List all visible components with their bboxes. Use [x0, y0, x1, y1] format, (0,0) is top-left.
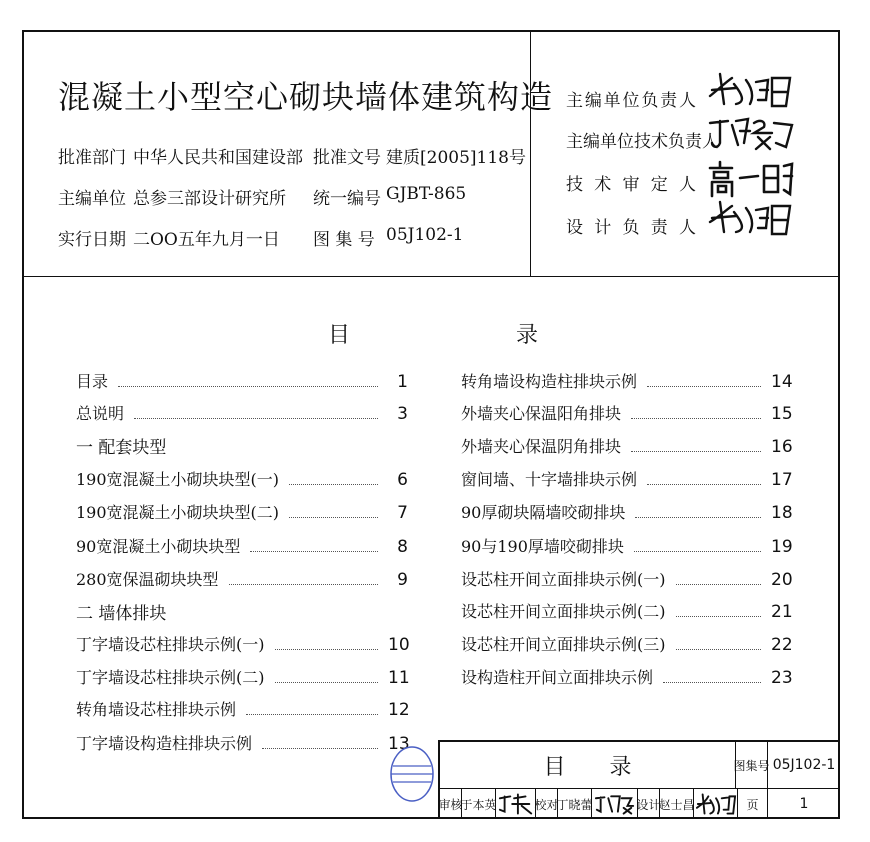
signature-tech-lead — [706, 113, 796, 153]
toc-entry-label: 外墙夹心保温阴角排块 — [461, 437, 622, 456]
toc-leader-dots — [676, 649, 762, 650]
toc-entry-label: 90与190厚墙咬砌排块 — [461, 537, 624, 556]
toc-entry-label: 设芯柱开间立面排块示例(三) — [461, 635, 666, 654]
title-block-design-label: 设计 — [638, 789, 660, 819]
toc-entry[interactable] — [461, 665, 791, 688]
responsible-label-chief-editor: 主 编 单 位 负 责 人 — [566, 91, 696, 111]
toc-entry[interactable] — [461, 401, 791, 424]
toc-entry-label: 设构造柱开间立面排块示例 — [461, 668, 654, 687]
toc-entry-page: 9 — [397, 570, 408, 590]
toc-entry-page: 16 — [771, 437, 793, 457]
toc-entry-page: 18 — [771, 503, 793, 523]
toc-entry[interactable] — [76, 467, 408, 490]
title-block-page-no: 1 — [799, 796, 809, 812]
toc-entry-label: 转角墙设芯柱排块示例 — [76, 700, 237, 719]
signature-chief-editor — [706, 70, 796, 110]
toc-entry-label: 190宽混凝土小砌块块型(二) — [76, 503, 280, 522]
toc-entry[interactable] — [461, 369, 791, 392]
toc-leader-dots — [631, 418, 761, 419]
meta-label: 实行日期 — [58, 230, 126, 250]
toc-entry-label: 280宽保温砌块块型 — [76, 570, 219, 589]
title-block-atlas-no: 05J102-1 — [772, 757, 836, 773]
toc-section-heading: 一 配套块型 — [76, 438, 167, 458]
toc-entry[interactable] — [461, 632, 791, 655]
toc-entry-label: 窗间墙、十字墙排块示例 — [461, 470, 638, 489]
document-title: 混凝土小型空心砌块墙体建筑构造 — [58, 78, 554, 116]
title-block-page-label: 页 — [738, 789, 768, 819]
toc-leader-dots — [134, 418, 378, 419]
toc-entry-page: 7 — [397, 503, 408, 523]
registration-stamp — [389, 744, 435, 804]
toc-entry-page: 6 — [397, 470, 408, 490]
toc-leader-dots — [262, 748, 378, 749]
meta-value: 总参三部设计研究所 — [133, 189, 286, 209]
toc-entry-label: 丁字墙设芯柱排块示例(二) — [76, 668, 265, 687]
toc-entry[interactable] — [461, 467, 791, 490]
toc-entry-page: 21 — [771, 602, 793, 622]
toc-leader-dots — [634, 551, 761, 552]
header-vertical-divider — [530, 30, 531, 276]
toc-leader-dots — [246, 714, 378, 715]
header-divider — [22, 276, 840, 277]
toc-leader-dots — [275, 682, 379, 683]
toc-entry-label: 外墙夹心保温阳角排块 — [461, 404, 622, 423]
toc-entry-label: 90宽混凝土小砌块块型 — [76, 537, 241, 556]
meta-value: 05J102-1 — [386, 225, 464, 245]
title-block-check-signature — [592, 789, 638, 819]
toc-leader-dots — [663, 682, 761, 683]
toc-leader-dots — [118, 386, 378, 387]
toc-leader-dots — [250, 551, 378, 552]
toc-leader-dots — [635, 517, 761, 518]
toc-entry-page: 19 — [771, 537, 793, 557]
toc-entry[interactable] — [76, 534, 408, 557]
toc-entry-label: 转角墙设构造柱排块示例 — [461, 372, 638, 391]
toc-leader-dots — [676, 616, 762, 617]
toc-entry[interactable] — [76, 731, 408, 754]
meta-label: 图 集 号 — [313, 230, 375, 250]
title-block-design-name: 赵士昌 — [660, 789, 694, 819]
responsible-label-tech-lead: 主编单位技术负责人 — [566, 132, 719, 152]
toc-title-right: 录 — [516, 323, 539, 348]
toc-entry-label: 90厚砌块隔墙咬砌排块 — [461, 503, 626, 522]
signature-design-lead — [706, 198, 796, 238]
toc-entry[interactable] — [461, 434, 791, 457]
toc-entry-label: 设芯柱开间立面排块示例(一) — [461, 570, 666, 589]
toc-entry-page: 3 — [397, 404, 408, 424]
meta-value: 二OO五年九月一日 — [133, 230, 280, 250]
toc-entry[interactable] — [76, 665, 408, 688]
signature-reviewer — [706, 158, 796, 198]
meta-value: 建质[2005]118号 — [386, 148, 526, 168]
toc-entry-page: 12 — [388, 700, 410, 720]
toc-entry[interactable] — [461, 534, 791, 557]
meta-label: 主编单位 — [58, 189, 126, 209]
toc-leader-dots — [647, 484, 761, 485]
meta-value: 中华人民共和国建设部 — [133, 148, 303, 168]
toc-entry-page: 17 — [771, 470, 793, 490]
toc-entry-page: 15 — [771, 404, 793, 424]
meta-label: 批准文号 — [313, 148, 381, 168]
toc-entry[interactable] — [461, 599, 791, 622]
title-block-check-label: 校对 — [536, 789, 558, 819]
toc-entry[interactable] — [76, 632, 408, 655]
toc-entry-page: 13 — [388, 734, 410, 754]
toc-leader-dots — [647, 386, 761, 387]
meta-label: 统一编号 — [313, 189, 381, 209]
toc-entry-label: 丁字墙设构造柱排块示例 — [76, 734, 253, 753]
toc-entry-label: 190宽混凝土小砌块块型(一) — [76, 470, 280, 489]
toc-entry-label: 目录 — [76, 372, 109, 391]
title-block-review-label: 审核 — [440, 789, 462, 819]
toc-entry-page: 1 — [397, 372, 408, 392]
toc-leader-dots — [275, 649, 379, 650]
meta-value: GJBT-865 — [386, 184, 467, 204]
toc-title-left: 目 — [328, 323, 351, 348]
toc-leader-dots — [631, 451, 761, 452]
toc-entry-label: 总说明 — [76, 404, 125, 423]
title-block-row-bottom — [440, 789, 840, 819]
toc-entry-page: 20 — [771, 570, 793, 590]
title-block-title: 目录 — [440, 742, 736, 788]
toc-entry-page: 11 — [388, 668, 410, 688]
responsible-label-design-lead: 设 计 负 责 人 — [566, 218, 696, 238]
toc-entry-label: 丁字墙设芯柱排块示例(一) — [76, 635, 265, 654]
toc-entry-page: 22 — [771, 635, 793, 655]
meta-label: 批准部门 — [58, 148, 126, 168]
toc-leader-dots — [229, 584, 378, 585]
title-block-atlas-label: 图集号 — [736, 742, 768, 788]
toc-entry-page: 14 — [771, 372, 793, 392]
toc-entry[interactable] — [461, 500, 791, 523]
toc-entry[interactable] — [76, 369, 408, 392]
toc-leader-dots — [676, 584, 762, 585]
toc-entry-page: 10 — [388, 635, 410, 655]
title-block — [438, 740, 840, 819]
responsible-label-reviewer: 技 术 审 定 人 — [566, 175, 696, 195]
title-block-review-name: 于本英 — [462, 789, 496, 819]
toc-entry[interactable] — [76, 697, 408, 720]
toc-leader-dots — [289, 517, 378, 518]
toc-entry-label: 设芯柱开间立面排块示例(二) — [461, 602, 666, 621]
toc-entry[interactable] — [461, 567, 791, 590]
toc-entry[interactable] — [76, 401, 408, 424]
toc-section-heading: 二 墙体排块 — [76, 604, 167, 624]
toc-entry-page: 23 — [771, 668, 793, 688]
title-block-review-signature — [496, 789, 536, 819]
title-block-row-top — [440, 742, 840, 789]
toc-entry[interactable] — [76, 500, 408, 523]
toc-leader-dots — [289, 484, 378, 485]
title-block-design-signature — [694, 789, 738, 819]
toc-entry-page: 8 — [397, 537, 408, 557]
title-block-check-name: 丁晓蕾 — [558, 789, 592, 819]
toc-entry[interactable] — [76, 567, 408, 590]
